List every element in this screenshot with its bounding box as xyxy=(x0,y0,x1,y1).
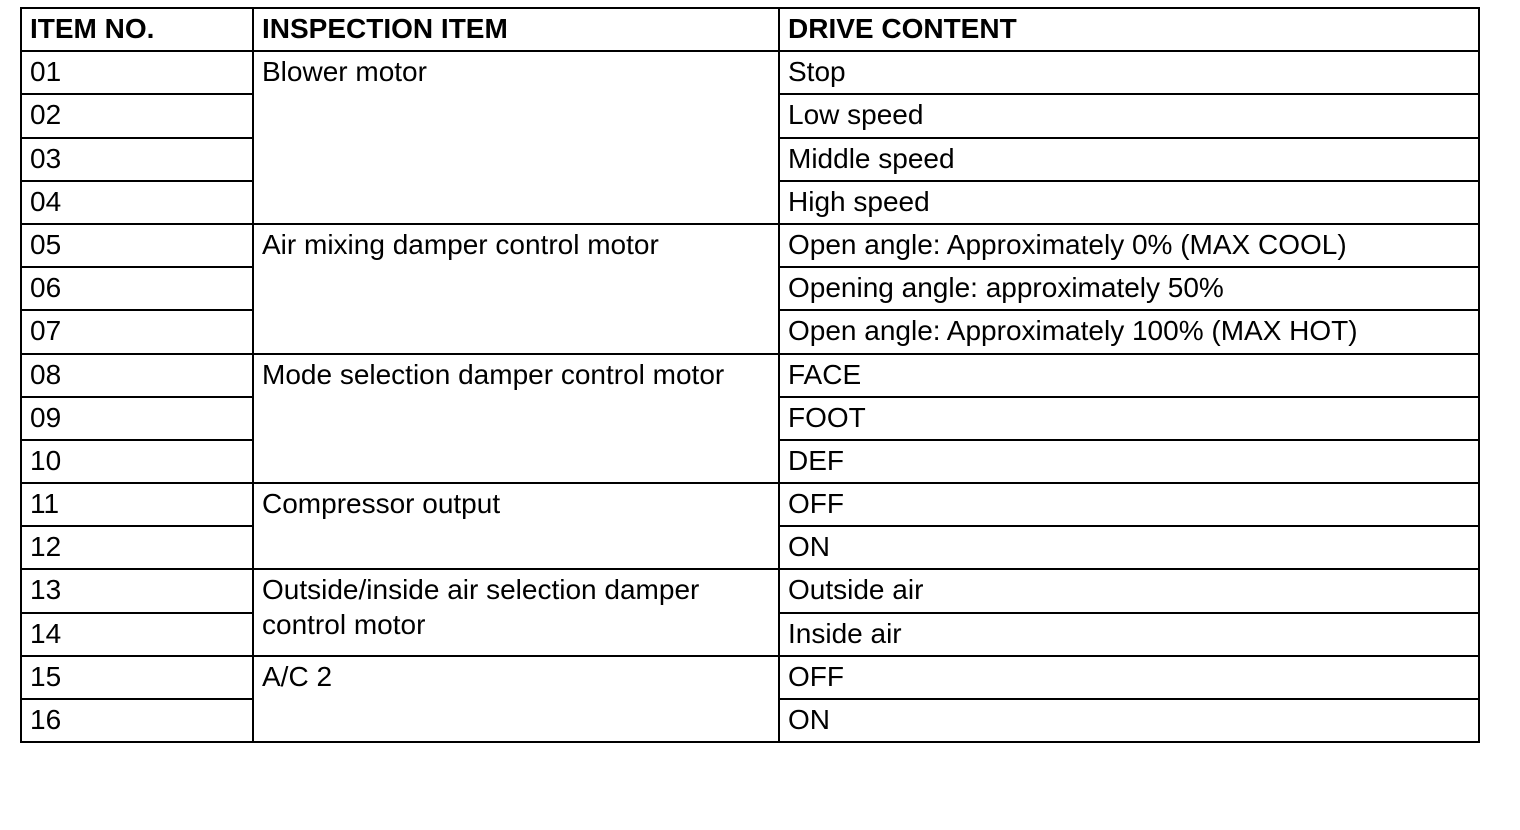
drive-content-cell: DEF xyxy=(779,440,1479,483)
item-no-cell: 01 xyxy=(21,51,253,94)
drive-content-cell: Stop xyxy=(779,51,1479,94)
header-drive-content: DRIVE CONTENT xyxy=(779,8,1479,51)
item-no-cell: 05 xyxy=(21,224,253,267)
drive-content-cell: ON xyxy=(779,699,1479,742)
inspection-table xyxy=(20,7,1480,743)
item-no-cell: 12 xyxy=(21,526,253,569)
drive-content-cell: OFF xyxy=(779,656,1479,699)
item-no-cell: 06 xyxy=(21,267,253,310)
table-row xyxy=(21,569,1479,612)
drive-content-cell: Opening angle: approximately 50% xyxy=(779,267,1479,310)
drive-content-cell: Outside air xyxy=(779,569,1479,612)
inspection-item-cell: Air mixing damper control motor xyxy=(253,224,779,354)
item-no-cell: 03 xyxy=(21,138,253,181)
drive-content-cell: Middle speed xyxy=(779,138,1479,181)
drive-content-cell: ON xyxy=(779,526,1479,569)
table-body xyxy=(21,51,1479,742)
drive-content-cell: FOOT xyxy=(779,397,1479,440)
item-no-cell: 14 xyxy=(21,613,253,656)
table-row xyxy=(21,656,1479,699)
table-row xyxy=(21,354,1479,397)
inspection-item-cell: Blower motor xyxy=(253,51,779,224)
item-no-cell: 02 xyxy=(21,94,253,137)
inspection-item-cell: Mode selection damper control motor xyxy=(253,354,779,484)
item-no-cell: 11 xyxy=(21,483,253,526)
header-row xyxy=(21,8,1479,51)
drive-content-cell: Inside air xyxy=(779,613,1479,656)
header-item-no: ITEM NO. xyxy=(21,8,253,51)
item-no-cell: 15 xyxy=(21,656,253,699)
item-no-cell: 10 xyxy=(21,440,253,483)
drive-content-cell: Open angle: Approximately 100% (MAX HOT) xyxy=(779,310,1479,353)
drive-content-cell: Low speed xyxy=(779,94,1479,137)
inspection-item-cell: Compressor output xyxy=(253,483,779,569)
drive-content-cell: OFF xyxy=(779,483,1479,526)
drive-content-cell: FACE xyxy=(779,354,1479,397)
drive-content-cell: Open angle: Approximately 0% (MAX COOL) xyxy=(779,224,1479,267)
header-inspection-item: INSPECTION ITEM xyxy=(253,8,779,51)
inspection-item-cell: Outside/inside air selection damper control motor xyxy=(253,569,779,655)
item-no-cell: 16 xyxy=(21,699,253,742)
item-no-cell: 04 xyxy=(21,181,253,224)
item-no-cell: 08 xyxy=(21,354,253,397)
table-row xyxy=(21,483,1479,526)
drive-content-cell: High speed xyxy=(779,181,1479,224)
item-no-cell: 07 xyxy=(21,310,253,353)
inspection-item-cell: A/C 2 xyxy=(253,656,779,742)
table-row xyxy=(21,51,1479,94)
item-no-cell: 13 xyxy=(21,569,253,612)
table-row xyxy=(21,224,1479,267)
item-no-cell: 09 xyxy=(21,397,253,440)
